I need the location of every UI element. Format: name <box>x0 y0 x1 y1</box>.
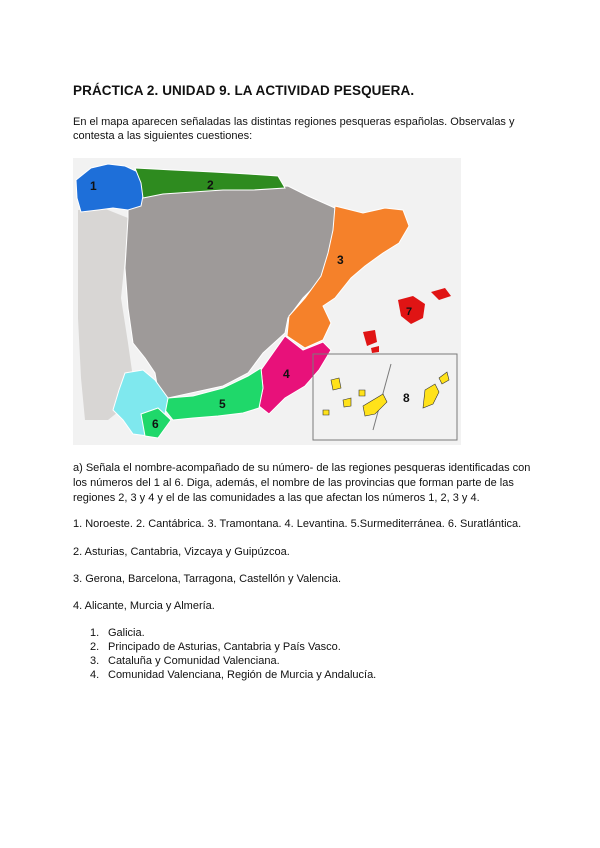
answer-regions: 1. Noroeste. 2. Cantábrica. 3. Tramontana. 4. Levantina. 5.Surmediterránea. 6. Suratlántica. <box>73 518 522 530</box>
communities-list <box>90 626 376 682</box>
answer-region-2: 2. Asturias, Cantabria, Vizcaya y Guipúzcoa. <box>73 546 290 558</box>
map-label-7: 7 <box>406 306 413 318</box>
answer-region-4: 4. Alicante, Murcia y Almería. <box>73 600 215 612</box>
map-label-2: 2 <box>207 178 214 192</box>
question-a: a) Señala el nombre-acompañado de su número- de las regiones pesqueras identificadas con los números del 1 al 6. Diga, además, el nombre de las provincias que forman parte de las regiones 2, 3 y 4 y el de las comunidades a las que afectan los números 1, 2, 3 y 4. <box>73 462 531 504</box>
answer-region-3: 3. Gerona, Barcelona, Tarragona, Castellón y Valencia. <box>73 573 342 585</box>
region-noroeste <box>76 164 145 212</box>
map-label-4: 4 <box>283 367 290 381</box>
list-item-number: 3. <box>90 655 100 667</box>
list-item-text: Comunidad Valenciana, Región de Murcia y Andalucía. <box>108 669 377 681</box>
list-item <box>90 640 376 654</box>
list-item-number: 4. <box>90 669 100 681</box>
map-label-8: 8 <box>403 391 410 405</box>
map-label-6: 6 <box>152 417 159 431</box>
list-item <box>90 654 376 668</box>
list-item <box>90 626 376 640</box>
list-item <box>90 668 376 682</box>
list-item-text: Principado de Asturias, Cantabria y País Vasco. <box>108 641 341 653</box>
map-label-3: 3 <box>337 253 344 267</box>
page-title: PRÁCTICA 2. UNIDAD 9. LA ACTIVIDAD PESQUERA. <box>73 83 415 98</box>
canarias-island-1 <box>331 378 341 390</box>
canarias-island-4 <box>323 410 329 415</box>
map-label-5: 5 <box>219 397 226 411</box>
list-item-text: Galicia. <box>108 627 145 639</box>
list-item-number: 1. <box>90 627 100 639</box>
intro-paragraph: En el mapa aparecen señaladas las distintas regiones pesqueras españolas. Observalas y contesta a las siguientes cuestiones: <box>73 116 515 142</box>
map-label-1: 1 <box>90 179 97 193</box>
list-item-number: 2. <box>90 641 100 653</box>
fishing-regions-map <box>73 158 461 445</box>
canarias-island-3 <box>359 390 365 396</box>
list-item-text: Cataluña y Comunidad Valenciana. <box>108 655 280 667</box>
